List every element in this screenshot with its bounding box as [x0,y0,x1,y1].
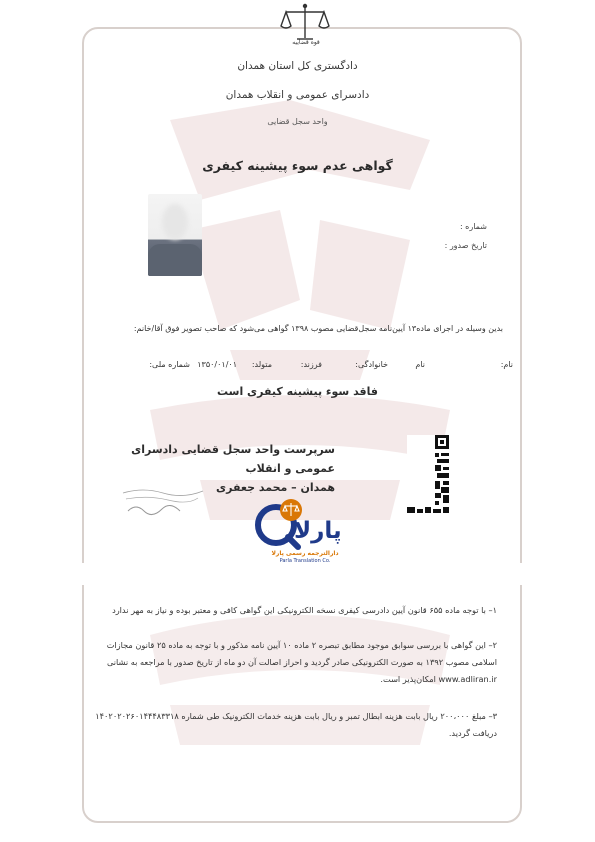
parla-logo-subtitle: دارالترجمه رسمی پارلا [271,550,339,557]
field-born-value: ۱۳۵۰/۰۱/۰۱ [197,360,237,369]
blurred-face [162,204,188,240]
scales-of-justice-icon [278,2,332,54]
photo-shoulders [148,244,202,276]
note-2: ۲– این گواهی با بررسی سوابق موجود مطابق تبصره ۲ ماده ۱۰ آیین نامه مذکور و با توجه به ماده ۲۵ قانون مجازات اسلامی مصوب ۱۳۹۲ به صورت الکترونیکی صادر گردید و احراز اصالت آن دو ماه از تاریخ صدور با مراجعه به نشانی www.adliran.ir امکان‌پذیر است. [106,640,497,684]
unit-name: واحد سجل قضایی [267,117,328,126]
signer-line-2: همدان – محمد جعفری [216,481,335,494]
parla-logo-english: Parla Translation Co. [279,558,331,564]
certificate-intro: بدین وسیله در اجرای ماده۱۳ آیین‌نامه سجل‌قضایی مصوب ۱۳۹۸ گواهی می‌شود که صاحب تصویر فوق آقا/خانم: [133,324,503,333]
note-3: ۳– مبلغ ۲۰۰،۰۰۰ ریال بابت هزینه ابطال تمبر و ریال بابت هزینه خدمات الکترونیک طی شماره ۱۴۰۲۰۲۰۲۶۰۱۴۴۴۸۳۳۱۸ دریافت گردید. [95,711,497,738]
parla-logo-text: پارلا [294,518,342,544]
emblem-caption: قوه قضاییه [292,39,320,46]
frame-separator [70,563,530,585]
verdict-statement: فاقد سوء پیشینه کیفری است [217,385,378,398]
signature-stamp [118,485,208,521]
certificate-title: گواهی عدم سوء پیشینه کیفری [202,158,393,173]
qr-code [407,435,457,517]
issue-date-label: تاریخ صدور : [444,241,487,250]
field-born-label: متولد: [251,360,272,369]
note-1: ۱– با توجه ماده ۶۵۵ قانون آیین دادرسی کیفری نسخه الکترونیکی این گواهی کافی و معتبر بوده و نیاز به مهر ندارد [112,605,497,615]
field-national-id-label: شماره ملی: [149,360,190,369]
field-child-of-label: فرزند: [300,360,322,369]
court-name: دادگستری کل استان همدان [237,60,358,72]
holder-photo [148,194,202,276]
signer-line-1: سرپرست واحد سجل قضایی دادسرای عمومی و انقلاب [131,443,335,475]
field-name-label: نام: [500,360,513,369]
field-family-label: خانوادگی: [355,360,388,369]
certificate-number-label: شماره : [459,222,487,231]
court-subtitle: دادسرای عمومی و انقلاب همدان [225,89,370,101]
field-first-name-label: نام [415,360,425,369]
